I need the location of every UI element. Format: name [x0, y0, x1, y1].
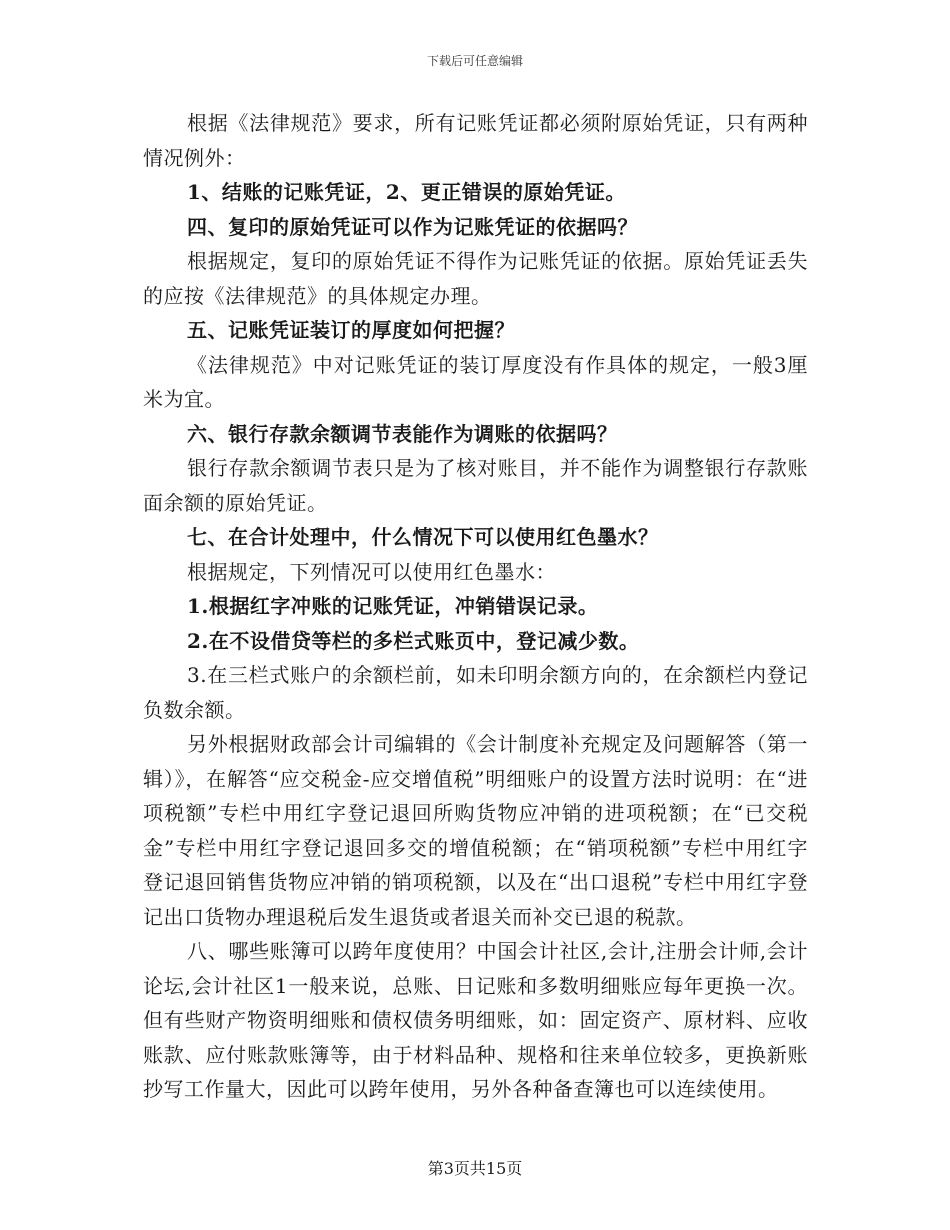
page-header: 下载后可任意编辑 [426, 54, 523, 68]
page-number: 第3页共15页 [427, 1159, 523, 1178]
red-ink-item-1: 1.根据红字冲账的记账凭证，冲销错误记录。 [187, 594, 599, 618]
exception-list: 1、结账的记账凭证，2、更正错误的原始凭证。 [187, 180, 626, 204]
paragraph-cross-year-books: 八、哪些账簿可以跨年度使用？中国会计社区,会计,注册会计师,会计论坛,会计社区1一般来说，总账、日记账和多数明细账应每年更换一次。但有些财产物资明细账和债权债务明细账，如：固定资产、原材料、应收账款、应付账款账簿等，由于材料品种、规格和往来单位较多，更换新账抄写工作量大，因此可以跨年使用，另外各种备查簿也可以连续使用。 [143, 939, 808, 1101]
section-heading-4: 四、复印的原始凭证可以作为记账凭证的依据吗？ [187, 214, 638, 239]
paragraph-copies: 根据规定，复印的原始凭证不得作为记账凭证的依据。原始凭证丢失的应按《法律规范》的具体规定办理。 [143, 249, 808, 308]
paragraph-reconciliation: 银行存款余额调节表只是为了核对账目，并不能作为调整银行存款账面余额的原始凭证。 [143, 456, 808, 515]
document-body [143, 106, 808, 1107]
paragraph-red-ink-intro: 根据规定，下列情况可以使用红色墨水： [187, 559, 556, 584]
paragraph-vat-explanation: 另外根据财政部会计司编辑的《会计制度补充规定及问题解答（第一辑）》，在解答“应交税金-应交增值税”明细账户的设置方法时说明：在“进项税额”专栏中用红字登记退回所购货物应冲销的进项税额；在“已交税金”专栏中用红字登记退回多交的增值税额；在“销项税额”专栏中用红字登记退回销售货物应冲销的销项税额，以及在“出口退税”专栏中用红字登记出口货物办理退税后发生退货或者退关而补交已退的税款。 [143, 732, 808, 929]
paragraph-thickness: 《法律规范》中对记账凭证的装订厚度没有作具体的规定，一般3厘米为宜。 [143, 352, 808, 411]
section-heading-7: 七、在合计处理中，什么情况下可以使用红色墨水？ [187, 525, 659, 549]
red-ink-item-3: 3.在三栏式账户的余额栏前，如未印明余额方向的，在余额栏内登记负数余额。 [143, 663, 808, 722]
paragraph-exceptions: 根据《法律规范》要求，所有记账凭证都必须附原始凭证，只有两种情况例外： [143, 111, 808, 170]
red-ink-item-2: 2.在不设借贷等栏的多栏式账页中，登记减少数。 [187, 628, 640, 653]
section-heading-5: 五、记账凭证装订的厚度如何把握？ [187, 318, 515, 342]
section-heading-6: 六、银行存款余额调节表能作为调账的依据吗？ [187, 421, 618, 446]
